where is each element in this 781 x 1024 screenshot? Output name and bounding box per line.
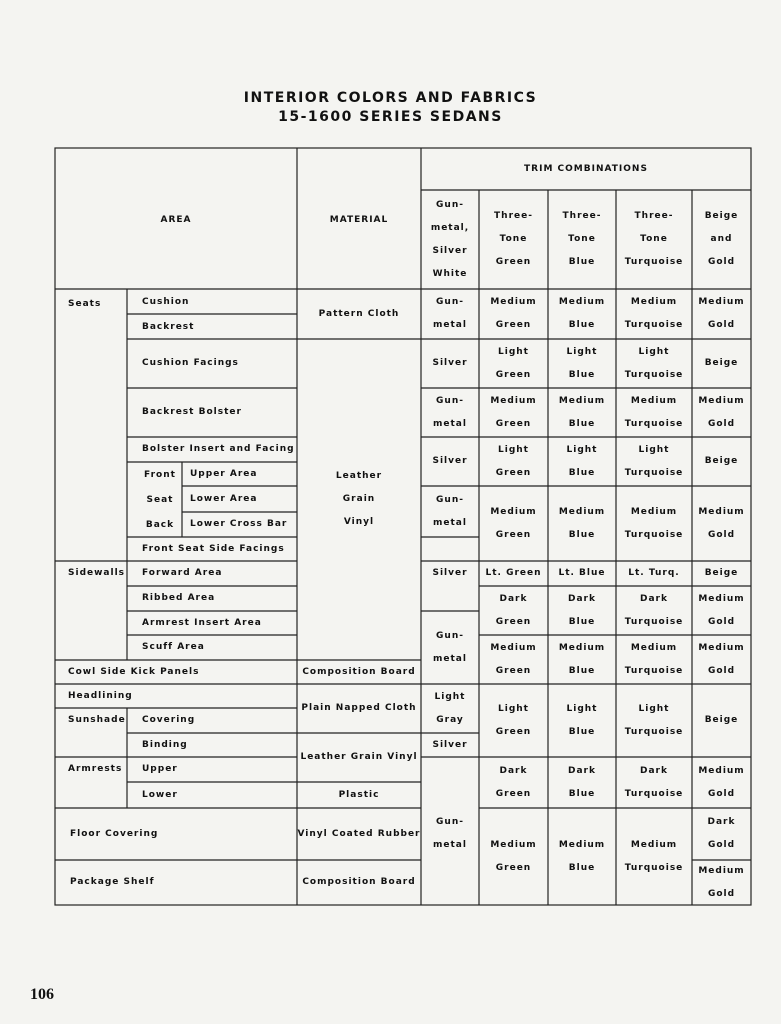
turq-dark-2: Dark Turquoise xyxy=(624,765,684,799)
blue-medium-4: Medium Blue xyxy=(558,642,606,676)
material-composition-board: Composition Board xyxy=(302,666,416,677)
green-lt: Lt. Green xyxy=(485,568,542,578)
green-dark-2: Dark Green xyxy=(495,765,532,799)
blue-medium-3: Medium Blue xyxy=(558,506,606,540)
blue-medium-1: Medium Blue xyxy=(558,297,606,330)
trim-light-gray: Light Gray xyxy=(434,691,466,725)
material-leather-grain-vinyl-line: Leather Grain Vinyl xyxy=(300,752,418,762)
gold-medium-6: Medium Gold xyxy=(698,765,745,799)
header-gunmetal-silver-white: Gun- metal, Silver White xyxy=(430,199,470,279)
header-material: MATERIAL xyxy=(329,214,389,225)
area-sidewalls: Sidewalls xyxy=(68,568,126,578)
header-area: AREA xyxy=(160,214,192,225)
turq-light-3: Light Turquoise xyxy=(624,703,684,737)
trim-gunmetal-4: Gun- metal xyxy=(433,630,467,664)
turq-medium-4: Medium Turquoise xyxy=(624,642,684,676)
gold-medium-3: Medium Gold xyxy=(698,506,745,540)
area-forward-area: Forward Area xyxy=(142,568,223,578)
gold-medium-5: Medium Gold xyxy=(698,642,745,676)
material-pattern-cloth: Pattern Cloth xyxy=(318,308,400,319)
trim-silver-2: Silver xyxy=(432,456,468,466)
trim-silver-3: Silver xyxy=(432,568,468,578)
green-light-2: Light Green xyxy=(495,444,532,478)
area-scuff-area: Scuff Area xyxy=(142,642,205,652)
blue-dark-2: Dark Blue xyxy=(568,765,596,799)
area-lower: Lower xyxy=(142,789,178,800)
page-number: 106 xyxy=(30,986,54,1003)
area-armrest-insert-area: Armrest Insert Area xyxy=(142,617,262,628)
trim-silver-4: Silver xyxy=(432,739,468,750)
area-sunshade: Sunshade xyxy=(68,715,126,725)
green-medium-3: Medium Green xyxy=(490,506,537,540)
gold-medium-7: Medium Gold xyxy=(698,865,745,899)
header-three-tone-turquoise: Three- Tone Turquoise xyxy=(624,211,684,267)
turq-medium-1: Medium Turquoise xyxy=(624,297,684,330)
area-cushion-facings: Cushion Facings xyxy=(142,358,239,368)
area-front-seat-back: Front Seat Back xyxy=(144,470,176,530)
green-medium-2: Medium Green xyxy=(490,395,537,429)
gold-beige-4: Beige xyxy=(704,715,739,725)
area-cowl-side-kick-panels: Cowl Side Kick Panels xyxy=(68,666,200,677)
header-three-tone-green: Three- Tone Green xyxy=(494,211,533,267)
page-title: INTERIOR COLORS AND FABRICS xyxy=(243,90,538,106)
area-backrest-bolster: Backrest Bolster xyxy=(142,407,242,417)
green-medium-4: Medium Green xyxy=(490,642,537,676)
material-vinyl-coated-rubber: Vinyl Coated Rubber xyxy=(297,828,421,839)
gold-medium-2: Medium Gold xyxy=(698,395,745,429)
trim-silver-1: Silver xyxy=(432,358,468,368)
turq-dark-1: Dark Turquoise xyxy=(624,593,684,627)
area-upper: Upper xyxy=(142,764,178,774)
page-subtitle: 15-1600 SERIES SEDANS xyxy=(278,109,503,125)
header-trim-combinations: TRIM COMBINATIONS xyxy=(524,163,648,174)
turq-medium-2: Medium Turquoise xyxy=(624,395,684,429)
area-covering: Covering xyxy=(142,715,196,725)
turq-light-1: Light Turquoise xyxy=(624,346,684,380)
turq-medium-3: Medium Turquoise xyxy=(624,506,684,540)
area-bolster-insert: Bolster Insert and Facing xyxy=(142,444,295,454)
green-light-1: Light Green xyxy=(495,346,532,380)
header-beige-and-gold: Beige and Gold xyxy=(704,211,739,267)
area-headlining: Headlining xyxy=(68,690,133,701)
area-front-seat-side-facings: Front Seat Side Facings xyxy=(142,543,285,554)
area-lower-area: Lower Area xyxy=(190,493,258,504)
gold-beige-1: Beige xyxy=(704,358,739,368)
material-composition-board-2: Composition Board xyxy=(302,877,416,887)
trim-gunmetal-3: Gun- metal xyxy=(433,494,467,528)
trim-gunmetal-5: Gun- metal xyxy=(433,817,467,850)
gold-medium-4: Medium Gold xyxy=(698,593,745,627)
green-light-3: Light Green xyxy=(495,703,532,737)
blue-medium-5: Medium Blue xyxy=(558,839,606,873)
gold-dark: Dark Gold xyxy=(707,817,736,850)
area-seats: Seats xyxy=(68,298,102,309)
blue-dark-1: Dark Blue xyxy=(568,593,596,627)
area-binding: Binding xyxy=(142,739,188,750)
area-armrests: Armrests xyxy=(68,764,123,774)
trim-gunmetal-2: Gun- metal xyxy=(433,395,467,429)
turq-lt: Lt. Turq. xyxy=(628,568,680,578)
gold-beige-2: Beige xyxy=(704,456,739,466)
area-cushion: Cushion xyxy=(142,297,190,307)
turq-medium-5: Medium Turquoise xyxy=(624,839,684,873)
area-backrest: Backrest xyxy=(142,321,195,332)
header-three-tone-blue: Three- Tone Blue xyxy=(562,211,602,267)
area-lower-cross-bar: Lower Cross Bar xyxy=(190,519,288,529)
material-plain-napped-cloth: Plain Napped Cloth xyxy=(301,703,417,713)
area-floor-covering: Floor Covering xyxy=(70,828,159,839)
blue-medium-2: Medium Blue xyxy=(558,395,606,429)
gold-medium-1: Medium Gold xyxy=(698,297,745,330)
turq-light-2: Light Turquoise xyxy=(624,444,684,478)
green-medium-5: Medium Green xyxy=(490,839,537,873)
green-dark-1: Dark Green xyxy=(495,593,532,627)
blue-light-1: Light Blue xyxy=(566,346,598,380)
area-upper-area: Upper Area xyxy=(190,468,258,479)
blue-light-2: Light Blue xyxy=(566,444,598,478)
area-package-shelf: Package Shelf xyxy=(70,877,155,887)
material-plastic: Plastic xyxy=(338,789,380,800)
area-ribbed-area: Ribbed Area xyxy=(142,593,216,603)
trim-gunmetal-seats: Gun- metal xyxy=(433,297,467,330)
blue-lt: Lt. Blue xyxy=(558,568,606,578)
blue-light-3: Light Blue xyxy=(566,703,598,737)
green-medium-1: Medium Green xyxy=(490,297,537,330)
material-leather-grain-vinyl: Leather Grain Vinyl xyxy=(335,471,383,527)
gold-beige-3: Beige xyxy=(704,568,739,578)
